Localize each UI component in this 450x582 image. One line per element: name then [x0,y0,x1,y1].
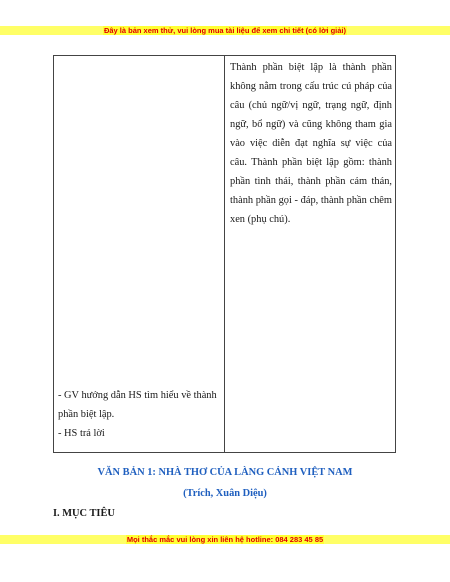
table-divider [224,56,225,452]
hotline-text: Mọi thắc mắc vui lòng xin liên hệ hotline: 084 283 45 85 [126,535,324,544]
preview-notice-banner [0,26,450,35]
section-title: VĂN BẢN 1: NHÀ THƠ CỦA LÀNG CẢNH VIỆT NAM [97,467,353,478]
student-response: - HS trả lời [58,428,105,439]
section-subtitle: (Trích, Xuân Diệu) [183,488,267,499]
preview-notice-text: Đây là bản xem thử, vui lòng mua tài liệu để xem chi tiết (có lời giải) [103,26,347,35]
content-table [53,55,396,453]
activity-cell [58,386,220,443]
objectives-heading: I. MỤC TIÊU [53,508,115,519]
definition-cell: Thành phần biệt lập là thành phần không nằm trong cấu trúc cú pháp của câu (chủ ngữ/vị ngữ, trạng ngữ, định ngữ, bổ ngữ) và cũng không tham gia vào việc diễn đạt nghĩa sự việc của câu. Thành phần biệt lập gồm: thành phần tình thái, thành phần cảm thán, thành phần gọi - đáp, thành phần chêm xen (phụ chú). [230,62,392,225]
hotline-banner [0,535,450,544]
teacher-instruction: - GV hướng dẫn HS tìm hiểu về thành phần biệt lập. [58,390,217,420]
